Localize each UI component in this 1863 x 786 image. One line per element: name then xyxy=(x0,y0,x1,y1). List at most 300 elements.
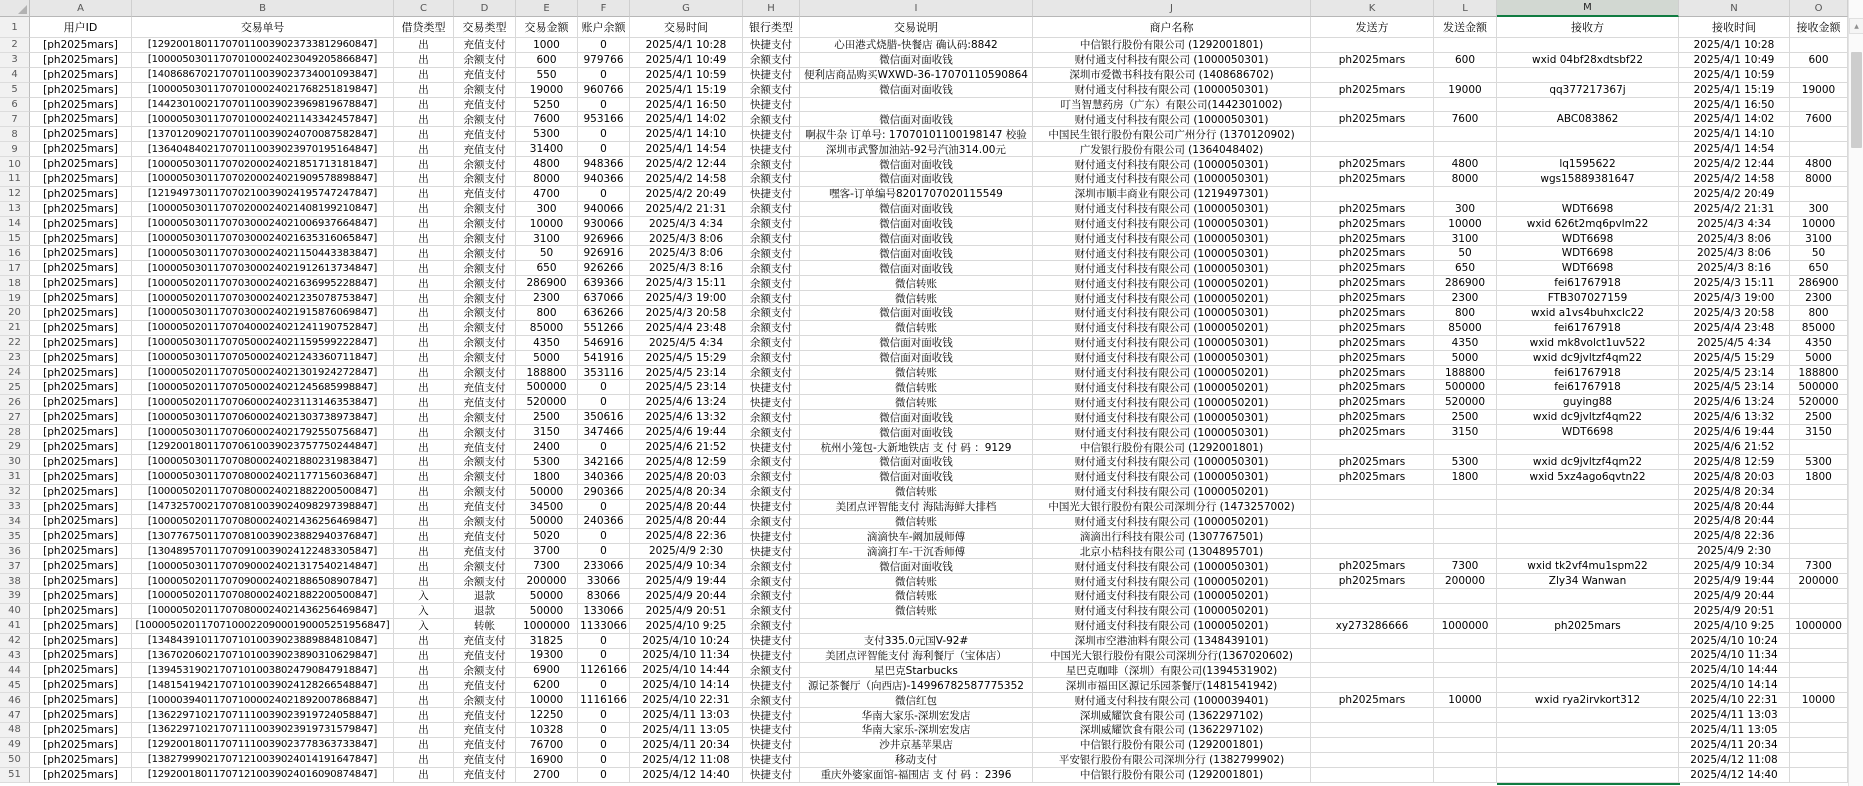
cell-N32[interactable]: 2025/4/8 20:34 xyxy=(1679,485,1790,500)
cell-M51[interactable] xyxy=(1497,768,1679,783)
cell-K9[interactable] xyxy=(1311,142,1434,157)
row-number-16[interactable]: 16 xyxy=(0,246,30,261)
cell-O12[interactable] xyxy=(1790,187,1848,202)
cell-N15[interactable]: 2025/4/3 8:06 xyxy=(1679,232,1790,247)
cell-O2[interactable] xyxy=(1790,38,1848,53)
cell-N3[interactable]: 2025/4/1 10:49 xyxy=(1679,53,1790,68)
cell-D1[interactable]: 交易类型 xyxy=(454,17,516,38)
cell-F38[interactable]: 33066 xyxy=(578,574,630,589)
cell-M48[interactable] xyxy=(1497,723,1679,738)
cell-F16[interactable]: 926916 xyxy=(578,246,630,261)
cell-E11[interactable]: 8000 xyxy=(516,172,578,187)
scroll-up-button[interactable] xyxy=(1849,18,1863,34)
cell-M43[interactable] xyxy=(1497,649,1679,664)
cell-B50[interactable]: [138279990217071210039024014191647847] xyxy=(132,753,394,768)
cell-J15[interactable]: 财付通支付科技有限公司 (1000050301) xyxy=(1033,232,1311,247)
cell-B20[interactable]: [100005030117070300024021915876069847] xyxy=(132,306,394,321)
cell-O21[interactable]: 85000 xyxy=(1790,321,1848,336)
cell-G9[interactable]: 2025/4/1 14:54 xyxy=(630,142,743,157)
cell-J40[interactable]: 财付通支付科技有限公司 (1000050201) xyxy=(1033,604,1311,619)
cell-F33[interactable]: 0 xyxy=(578,500,630,515)
cell-N19[interactable]: 2025/4/3 19:00 xyxy=(1679,291,1790,306)
column-header-H[interactable]: H xyxy=(743,0,800,17)
cell-E16[interactable]: 50 xyxy=(516,246,578,261)
cell-E2[interactable]: 1000 xyxy=(516,38,578,53)
cell-D16[interactable]: 余额支付 xyxy=(454,246,516,261)
cell-A36[interactable]: [ph2025mars] xyxy=(30,544,132,559)
cell-I51[interactable]: 重庆外婆家面馆-福围店 支 付 码 ：2396 xyxy=(800,768,1033,783)
cell-B51[interactable]: [129200180117071210039024016090874847] xyxy=(132,768,394,783)
cell-A27[interactable]: [ph2025mars] xyxy=(30,410,132,425)
cell-A6[interactable]: [ph2025mars] xyxy=(30,98,132,113)
cell-C36[interactable]: 出 xyxy=(394,544,454,559)
cell-J19[interactable]: 财付通支付科技有限公司 (1000050201) xyxy=(1033,291,1311,306)
cell-N43[interactable]: 2025/4/10 11:34 xyxy=(1679,649,1790,664)
cell-G27[interactable]: 2025/4/6 13:32 xyxy=(630,410,743,425)
column-header-D[interactable]: D xyxy=(454,0,516,17)
cell-N22[interactable]: 2025/4/5 4:34 xyxy=(1679,336,1790,351)
cell-H19[interactable]: 余额支付 xyxy=(743,291,800,306)
row-number-4[interactable]: 4 xyxy=(0,68,30,83)
row-number-20[interactable]: 20 xyxy=(0,306,30,321)
cell-F2[interactable]: 0 xyxy=(578,38,630,53)
cell-F9[interactable]: 0 xyxy=(578,142,630,157)
cell-B40[interactable]: [100005020117070800024021436256469847] xyxy=(132,604,394,619)
cell-J22[interactable]: 财付通支付科技有限公司 (1000050301) xyxy=(1033,336,1311,351)
column-header-J[interactable]: J xyxy=(1033,0,1311,17)
cell-A22[interactable]: [ph2025mars] xyxy=(30,336,132,351)
cell-K48[interactable] xyxy=(1311,723,1434,738)
cell-C46[interactable]: 出 xyxy=(394,693,454,708)
cell-I32[interactable]: 微信转账 xyxy=(800,485,1033,500)
cell-C33[interactable]: 出 xyxy=(394,500,454,515)
cell-A21[interactable]: [ph2025mars] xyxy=(30,321,132,336)
cell-A24[interactable]: [ph2025mars] xyxy=(30,366,132,381)
cell-G44[interactable]: 2025/4/10 14:44 xyxy=(630,663,743,678)
vertical-scrollbar[interactable] xyxy=(1848,0,1863,786)
cell-B25[interactable]: [100005020117070500024021245685998847] xyxy=(132,380,394,395)
cell-G19[interactable]: 2025/4/3 19:00 xyxy=(630,291,743,306)
cell-N16[interactable]: 2025/4/3 8:06 xyxy=(1679,246,1790,261)
row-number-15[interactable]: 15 xyxy=(0,232,30,247)
cell-A13[interactable]: [ph2025mars] xyxy=(30,202,132,217)
cell-H47[interactable]: 快捷支付 xyxy=(743,708,800,723)
cell-J50[interactable]: 平安银行股份有限公司深圳分行 (1382799902) xyxy=(1033,753,1311,768)
cell-F14[interactable]: 930066 xyxy=(578,217,630,232)
cell-F31[interactable]: 340366 xyxy=(578,470,630,485)
cell-H41[interactable]: 余额支付 xyxy=(743,619,800,634)
cell-E20[interactable]: 800 xyxy=(516,306,578,321)
cell-O8[interactable] xyxy=(1790,127,1848,142)
column-header-N[interactable]: N xyxy=(1679,0,1790,17)
cell-C4[interactable]: 出 xyxy=(394,68,454,83)
cell-B3[interactable]: [100005030117070100024023049205866847] xyxy=(132,53,394,68)
cell-C20[interactable]: 出 xyxy=(394,306,454,321)
cell-F47[interactable]: 0 xyxy=(578,708,630,723)
cell-F13[interactable]: 940066 xyxy=(578,202,630,217)
cell-F22[interactable]: 546916 xyxy=(578,336,630,351)
cell-L3[interactable]: 600 xyxy=(1434,53,1497,68)
cell-O43[interactable] xyxy=(1790,649,1848,664)
cell-H48[interactable]: 快捷支付 xyxy=(743,723,800,738)
cell-F11[interactable]: 940366 xyxy=(578,172,630,187)
cell-I19[interactable]: 微信转账 xyxy=(800,291,1033,306)
cell-I11[interactable]: 微信面对面收钱 xyxy=(800,172,1033,187)
cell-N14[interactable]: 2025/4/3 4:34 xyxy=(1679,217,1790,232)
cell-C18[interactable]: 出 xyxy=(394,276,454,291)
cell-G5[interactable]: 2025/4/1 15:19 xyxy=(630,83,743,98)
cell-I5[interactable]: 微信面对面收钱 xyxy=(800,83,1033,98)
cell-G40[interactable]: 2025/4/9 20:51 xyxy=(630,604,743,619)
cell-F50[interactable]: 0 xyxy=(578,753,630,768)
cell-A14[interactable]: [ph2025mars] xyxy=(30,217,132,232)
column-header-B[interactable]: B xyxy=(132,0,394,17)
cell-C42[interactable]: 出 xyxy=(394,634,454,649)
cell-O24[interactable]: 188800 xyxy=(1790,366,1848,381)
cell-E22[interactable]: 4350 xyxy=(516,336,578,351)
cell-D12[interactable]: 充值支付 xyxy=(454,187,516,202)
row-number-8[interactable]: 8 xyxy=(0,127,30,142)
cell-B5[interactable]: [100005030117070100024021768251819847] xyxy=(132,83,394,98)
cell-G2[interactable]: 2025/4/1 10:28 xyxy=(630,38,743,53)
cell-G37[interactable]: 2025/4/9 10:34 xyxy=(630,559,743,574)
cell-D44[interactable]: 余额支付 xyxy=(454,663,516,678)
cell-C2[interactable]: 出 xyxy=(394,38,454,53)
cell-O45[interactable] xyxy=(1790,678,1848,693)
cell-J32[interactable]: 财付通支付科技有限公司 (1000050201) xyxy=(1033,485,1311,500)
row-number-6[interactable]: 6 xyxy=(0,98,30,113)
cell-J1[interactable]: 商户名称 xyxy=(1033,17,1311,38)
cell-B8[interactable]: [137012090217070110039024070087582847] xyxy=(132,127,394,142)
cell-K13[interactable]: ph2025mars xyxy=(1311,202,1434,217)
cell-B33[interactable]: [147325700217070810039024098297398847] xyxy=(132,500,394,515)
cell-H14[interactable]: 余额支付 xyxy=(743,217,800,232)
cell-G39[interactable]: 2025/4/9 20:44 xyxy=(630,589,743,604)
column-header-F[interactable]: F xyxy=(578,0,630,17)
cell-N12[interactable]: 2025/4/2 20:49 xyxy=(1679,187,1790,202)
cell-B21[interactable]: [100005020117070400024021241190752847] xyxy=(132,321,394,336)
cell-D17[interactable]: 余额支付 xyxy=(454,261,516,276)
column-header-M[interactable]: M xyxy=(1497,0,1679,17)
cell-A26[interactable]: [ph2025mars] xyxy=(30,395,132,410)
cell-M50[interactable] xyxy=(1497,753,1679,768)
cell-J20[interactable]: 财付通支付科技有限公司 (1000050301) xyxy=(1033,306,1311,321)
cell-C1[interactable]: 借贷类型 xyxy=(394,17,454,38)
cell-C8[interactable]: 出 xyxy=(394,127,454,142)
cell-D20[interactable]: 余额支付 xyxy=(454,306,516,321)
select-all-corner[interactable] xyxy=(0,0,30,17)
cell-M1[interactable]: 接收方 xyxy=(1497,17,1679,38)
cell-A15[interactable]: [ph2025mars] xyxy=(30,232,132,247)
cell-L19[interactable]: 2300 xyxy=(1434,291,1497,306)
cell-L44[interactable] xyxy=(1434,663,1497,678)
cell-A38[interactable]: [ph2025mars] xyxy=(30,574,132,589)
cell-G10[interactable]: 2025/4/2 12:44 xyxy=(630,157,743,172)
cell-D41[interactable]: 转帐 xyxy=(454,619,516,634)
cell-D23[interactable]: 余额支付 xyxy=(454,351,516,366)
cell-O47[interactable] xyxy=(1790,708,1848,723)
cell-F4[interactable]: 0 xyxy=(578,68,630,83)
row-number-42[interactable]: 42 xyxy=(0,634,30,649)
cell-E33[interactable]: 34500 xyxy=(516,500,578,515)
cell-O9[interactable] xyxy=(1790,142,1848,157)
cell-N42[interactable]: 2025/4/10 10:24 xyxy=(1679,634,1790,649)
cell-N30[interactable]: 2025/4/8 12:59 xyxy=(1679,455,1790,470)
cell-I48[interactable]: 华南大家乐-深圳宏发店 xyxy=(800,723,1033,738)
cell-E1[interactable]: 交易金额 xyxy=(516,17,578,38)
cell-E7[interactable]: 7600 xyxy=(516,112,578,127)
cell-H11[interactable]: 余额支付 xyxy=(743,172,800,187)
cell-E48[interactable]: 10328 xyxy=(516,723,578,738)
cell-C40[interactable]: 入 xyxy=(394,604,454,619)
cell-C37[interactable]: 出 xyxy=(394,559,454,574)
row-number-2[interactable]: 2 xyxy=(0,38,30,53)
cell-F24[interactable]: 353116 xyxy=(578,366,630,381)
cell-N23[interactable]: 2025/4/5 15:29 xyxy=(1679,351,1790,366)
cell-G4[interactable]: 2025/4/1 10:59 xyxy=(630,68,743,83)
cell-G18[interactable]: 2025/4/3 15:11 xyxy=(630,276,743,291)
cell-G6[interactable]: 2025/4/1 16:50 xyxy=(630,98,743,113)
cell-L8[interactable] xyxy=(1434,127,1497,142)
cell-G47[interactable]: 2025/4/11 13:03 xyxy=(630,708,743,723)
cell-D34[interactable]: 余额支付 xyxy=(454,515,516,530)
cell-O19[interactable]: 2300 xyxy=(1790,291,1848,306)
cell-A46[interactable]: [ph2025mars] xyxy=(30,693,132,708)
cell-M40[interactable] xyxy=(1497,604,1679,619)
cell-N4[interactable]: 2025/4/1 10:59 xyxy=(1679,68,1790,83)
cell-J38[interactable]: 财付通支付科技有限公司 (1000050201) xyxy=(1033,574,1311,589)
row-number-46[interactable]: 46 xyxy=(0,693,30,708)
cell-B6[interactable]: [144230100217070110039023969819678847] xyxy=(132,98,394,113)
cell-I1[interactable]: 交易说明 xyxy=(800,17,1033,38)
cell-A8[interactable]: [ph2025mars] xyxy=(30,127,132,142)
cell-I43[interactable]: 美团点评智能支付 海利餐厅（宝体店） xyxy=(800,649,1033,664)
cell-O34[interactable] xyxy=(1790,515,1848,530)
cell-M18[interactable]: fei61767918 xyxy=(1497,276,1679,291)
cell-K3[interactable]: ph2025mars xyxy=(1311,53,1434,68)
cell-D50[interactable]: 充值支付 xyxy=(454,753,516,768)
row-number-29[interactable]: 29 xyxy=(0,440,30,455)
cell-N36[interactable]: 2025/4/9 2:30 xyxy=(1679,544,1790,559)
cell-J21[interactable]: 财付通支付科技有限公司 (1000050201) xyxy=(1033,321,1311,336)
cell-H35[interactable]: 快捷支付 xyxy=(743,529,800,544)
cell-F10[interactable]: 948366 xyxy=(578,157,630,172)
cell-B27[interactable]: [100005030117070600024021303738973847] xyxy=(132,410,394,425)
cell-B43[interactable]: [136702060217071010039023890310629847] xyxy=(132,649,394,664)
cell-D37[interactable]: 余额支付 xyxy=(454,559,516,574)
cell-C39[interactable]: 入 xyxy=(394,589,454,604)
cell-I17[interactable]: 微信面对面收钱 xyxy=(800,261,1033,276)
cell-E9[interactable]: 31400 xyxy=(516,142,578,157)
cell-F51[interactable]: 0 xyxy=(578,768,630,783)
cell-A37[interactable]: [ph2025mars] xyxy=(30,559,132,574)
cell-M45[interactable] xyxy=(1497,678,1679,693)
cell-O3[interactable]: 600 xyxy=(1790,53,1848,68)
cell-O33[interactable] xyxy=(1790,500,1848,515)
cell-I39[interactable]: 微信转账 xyxy=(800,589,1033,604)
cell-I35[interactable]: 滴滴快车-阚加晟师傅 xyxy=(800,529,1033,544)
cell-D19[interactable]: 余额支付 xyxy=(454,291,516,306)
cell-M49[interactable] xyxy=(1497,738,1679,753)
cell-I33[interactable]: 美团点评智能支付 海陆海鲜大排档 xyxy=(800,500,1033,515)
cell-I44[interactable]: 星巴克Starbucks xyxy=(800,663,1033,678)
cell-E51[interactable]: 2700 xyxy=(516,768,578,783)
cell-B31[interactable]: [100005030117070800024021177156036847] xyxy=(132,470,394,485)
cell-C51[interactable]: 出 xyxy=(394,768,454,783)
cell-M33[interactable] xyxy=(1497,500,1679,515)
cell-B13[interactable]: [100005030117070200024021408199210847] xyxy=(132,202,394,217)
cell-F49[interactable]: 0 xyxy=(578,738,630,753)
cell-D35[interactable]: 充值支付 xyxy=(454,529,516,544)
cell-H34[interactable]: 余额支付 xyxy=(743,515,800,530)
cell-F18[interactable]: 639366 xyxy=(578,276,630,291)
cell-E4[interactable]: 550 xyxy=(516,68,578,83)
cell-D31[interactable]: 余额支付 xyxy=(454,470,516,485)
cell-N26[interactable]: 2025/4/6 13:24 xyxy=(1679,395,1790,410)
cell-L20[interactable]: 800 xyxy=(1434,306,1497,321)
cell-D47[interactable]: 充值支付 xyxy=(454,708,516,723)
cell-G14[interactable]: 2025/4/3 4:34 xyxy=(630,217,743,232)
cell-O22[interactable]: 4350 xyxy=(1790,336,1848,351)
cell-F28[interactable]: 347466 xyxy=(578,425,630,440)
cell-M30[interactable]: wxid dc9jvltzf4qm22 xyxy=(1497,455,1679,470)
cell-J13[interactable]: 财付通支付科技有限公司 (1000050301) xyxy=(1033,202,1311,217)
cell-L16[interactable]: 50 xyxy=(1434,246,1497,261)
cell-M16[interactable]: WDT6698 xyxy=(1497,246,1679,261)
cell-I29[interactable]: 杭州小笼包-大新地铁店 支 付 码 ：9129 xyxy=(800,440,1033,455)
cell-G46[interactable]: 2025/4/10 22:31 xyxy=(630,693,743,708)
cell-C49[interactable]: 出 xyxy=(394,738,454,753)
cell-I20[interactable]: 微信面对面收钱 xyxy=(800,306,1033,321)
cell-I7[interactable]: 微信面对面收钱 xyxy=(800,112,1033,127)
cell-L47[interactable] xyxy=(1434,708,1497,723)
cell-A48[interactable]: [ph2025mars] xyxy=(30,723,132,738)
cell-L39[interactable] xyxy=(1434,589,1497,604)
cell-B9[interactable]: [136404840217070110039023970195164847] xyxy=(132,142,394,157)
cell-I6[interactable] xyxy=(800,98,1033,113)
cell-E5[interactable]: 19000 xyxy=(516,83,578,98)
row-number-3[interactable]: 3 xyxy=(0,53,30,68)
cell-E29[interactable]: 2400 xyxy=(516,440,578,455)
cell-D40[interactable]: 退款 xyxy=(454,604,516,619)
cell-B11[interactable]: [100005030117070200024021909578898847] xyxy=(132,172,394,187)
cell-M34[interactable] xyxy=(1497,515,1679,530)
cell-D14[interactable]: 余额支付 xyxy=(454,217,516,232)
cell-L46[interactable]: 10000 xyxy=(1434,693,1497,708)
cell-I27[interactable]: 微信面对面收钱 xyxy=(800,410,1033,425)
cell-A44[interactable]: [ph2025mars] xyxy=(30,663,132,678)
cell-C23[interactable]: 出 xyxy=(394,351,454,366)
cell-J8[interactable]: 中国民生银行股份有限公司广州分行 (1370120902) xyxy=(1033,127,1311,142)
cell-G24[interactable]: 2025/4/5 23:14 xyxy=(630,366,743,381)
cell-J46[interactable]: 财付通支付科技有限公司 (1000039401) xyxy=(1033,693,1311,708)
cell-B37[interactable]: [100005030117070900024021317540214847] xyxy=(132,559,394,574)
cell-J5[interactable]: 财付通支付科技有限公司 (1000050301) xyxy=(1033,83,1311,98)
cell-J17[interactable]: 财付通支付科技有限公司 (1000050301) xyxy=(1033,261,1311,276)
cell-G30[interactable]: 2025/4/8 12:59 xyxy=(630,455,743,470)
cell-F36[interactable]: 0 xyxy=(578,544,630,559)
cell-H26[interactable]: 快捷支付 xyxy=(743,395,800,410)
cell-H15[interactable]: 余额支付 xyxy=(743,232,800,247)
cell-H29[interactable]: 快捷支付 xyxy=(743,440,800,455)
cell-O37[interactable]: 7300 xyxy=(1790,559,1848,574)
cell-J47[interactable]: 深圳威耀饮食有限公司 (1362297102) xyxy=(1033,708,1311,723)
cell-O49[interactable] xyxy=(1790,738,1848,753)
cell-D10[interactable]: 余额支付 xyxy=(454,157,516,172)
cell-M7[interactable]: ABC083862 xyxy=(1497,112,1679,127)
cell-L10[interactable]: 4800 xyxy=(1434,157,1497,172)
cell-F30[interactable]: 342166 xyxy=(578,455,630,470)
cell-M27[interactable]: wxid dc9jvltzf4qm22 xyxy=(1497,410,1679,425)
cell-B36[interactable]: [130489570117070910039024122483305847] xyxy=(132,544,394,559)
cell-N40[interactable]: 2025/4/9 20:51 xyxy=(1679,604,1790,619)
row-number-51[interactable]: 51 xyxy=(0,768,30,783)
cell-O40[interactable] xyxy=(1790,604,1848,619)
cell-D18[interactable]: 余额支付 xyxy=(454,276,516,291)
cell-B19[interactable]: [100005020117070300024021235078753847] xyxy=(132,291,394,306)
cell-D28[interactable]: 余额支付 xyxy=(454,425,516,440)
cell-F40[interactable]: 133066 xyxy=(578,604,630,619)
cell-E42[interactable]: 31825 xyxy=(516,634,578,649)
cell-F46[interactable]: 1116166 xyxy=(578,693,630,708)
cell-D45[interactable]: 充值支付 xyxy=(454,678,516,693)
cell-M46[interactable]: wxid rya2irvkort312 xyxy=(1497,693,1679,708)
cell-H5[interactable]: 余额支付 xyxy=(743,83,800,98)
cell-L32[interactable] xyxy=(1434,485,1497,500)
cell-E39[interactable]: 50000 xyxy=(516,589,578,604)
cell-K41[interactable]: xy273286666 xyxy=(1311,619,1434,634)
cell-E3[interactable]: 600 xyxy=(516,53,578,68)
cell-L5[interactable]: 19000 xyxy=(1434,83,1497,98)
row-number-31[interactable]: 31 xyxy=(0,470,30,485)
cell-B18[interactable]: [100005020117070300024021636995228847] xyxy=(132,276,394,291)
cell-I34[interactable]: 微信转账 xyxy=(800,515,1033,530)
cell-G7[interactable]: 2025/4/1 14:02 xyxy=(630,112,743,127)
row-number-10[interactable]: 10 xyxy=(0,157,30,172)
cell-G11[interactable]: 2025/4/2 14:58 xyxy=(630,172,743,187)
cell-L4[interactable] xyxy=(1434,68,1497,83)
cell-N51[interactable]: 2025/4/12 14:40 xyxy=(1679,768,1790,783)
cell-N17[interactable]: 2025/4/3 8:16 xyxy=(1679,261,1790,276)
cell-I24[interactable]: 微信转账 xyxy=(800,366,1033,381)
cell-H16[interactable]: 余额支付 xyxy=(743,246,800,261)
cell-D3[interactable]: 余额支付 xyxy=(454,53,516,68)
cell-L13[interactable]: 300 xyxy=(1434,202,1497,217)
cell-D21[interactable]: 余额支付 xyxy=(454,321,516,336)
cell-M17[interactable]: WDT6698 xyxy=(1497,261,1679,276)
cell-C21[interactable]: 出 xyxy=(394,321,454,336)
cell-C15[interactable]: 出 xyxy=(394,232,454,247)
cell-C14[interactable]: 出 xyxy=(394,217,454,232)
cell-L51[interactable] xyxy=(1434,768,1497,783)
cell-K49[interactable] xyxy=(1311,738,1434,753)
cell-J10[interactable]: 财付通支付科技有限公司 (1000050301) xyxy=(1033,157,1311,172)
cell-G12[interactable]: 2025/4/2 20:49 xyxy=(630,187,743,202)
cell-E21[interactable]: 85000 xyxy=(516,321,578,336)
cell-F23[interactable]: 541916 xyxy=(578,351,630,366)
cell-H4[interactable]: 快捷支付 xyxy=(743,68,800,83)
cell-F41[interactable]: 1133066 xyxy=(578,619,630,634)
cell-B44[interactable]: [139453190217071010038024790847918847] xyxy=(132,663,394,678)
cell-N8[interactable]: 2025/4/1 14:10 xyxy=(1679,127,1790,142)
cell-A43[interactable]: [ph2025mars] xyxy=(30,649,132,664)
cell-D26[interactable]: 充值支付 xyxy=(454,395,516,410)
cell-H28[interactable]: 余额支付 xyxy=(743,425,800,440)
cell-G22[interactable]: 2025/4/5 4:34 xyxy=(630,336,743,351)
cell-L6[interactable] xyxy=(1434,98,1497,113)
cell-J31[interactable]: 财付通支付科技有限公司 (1000050301) xyxy=(1033,470,1311,485)
cell-K10[interactable]: ph2025mars xyxy=(1311,157,1434,172)
